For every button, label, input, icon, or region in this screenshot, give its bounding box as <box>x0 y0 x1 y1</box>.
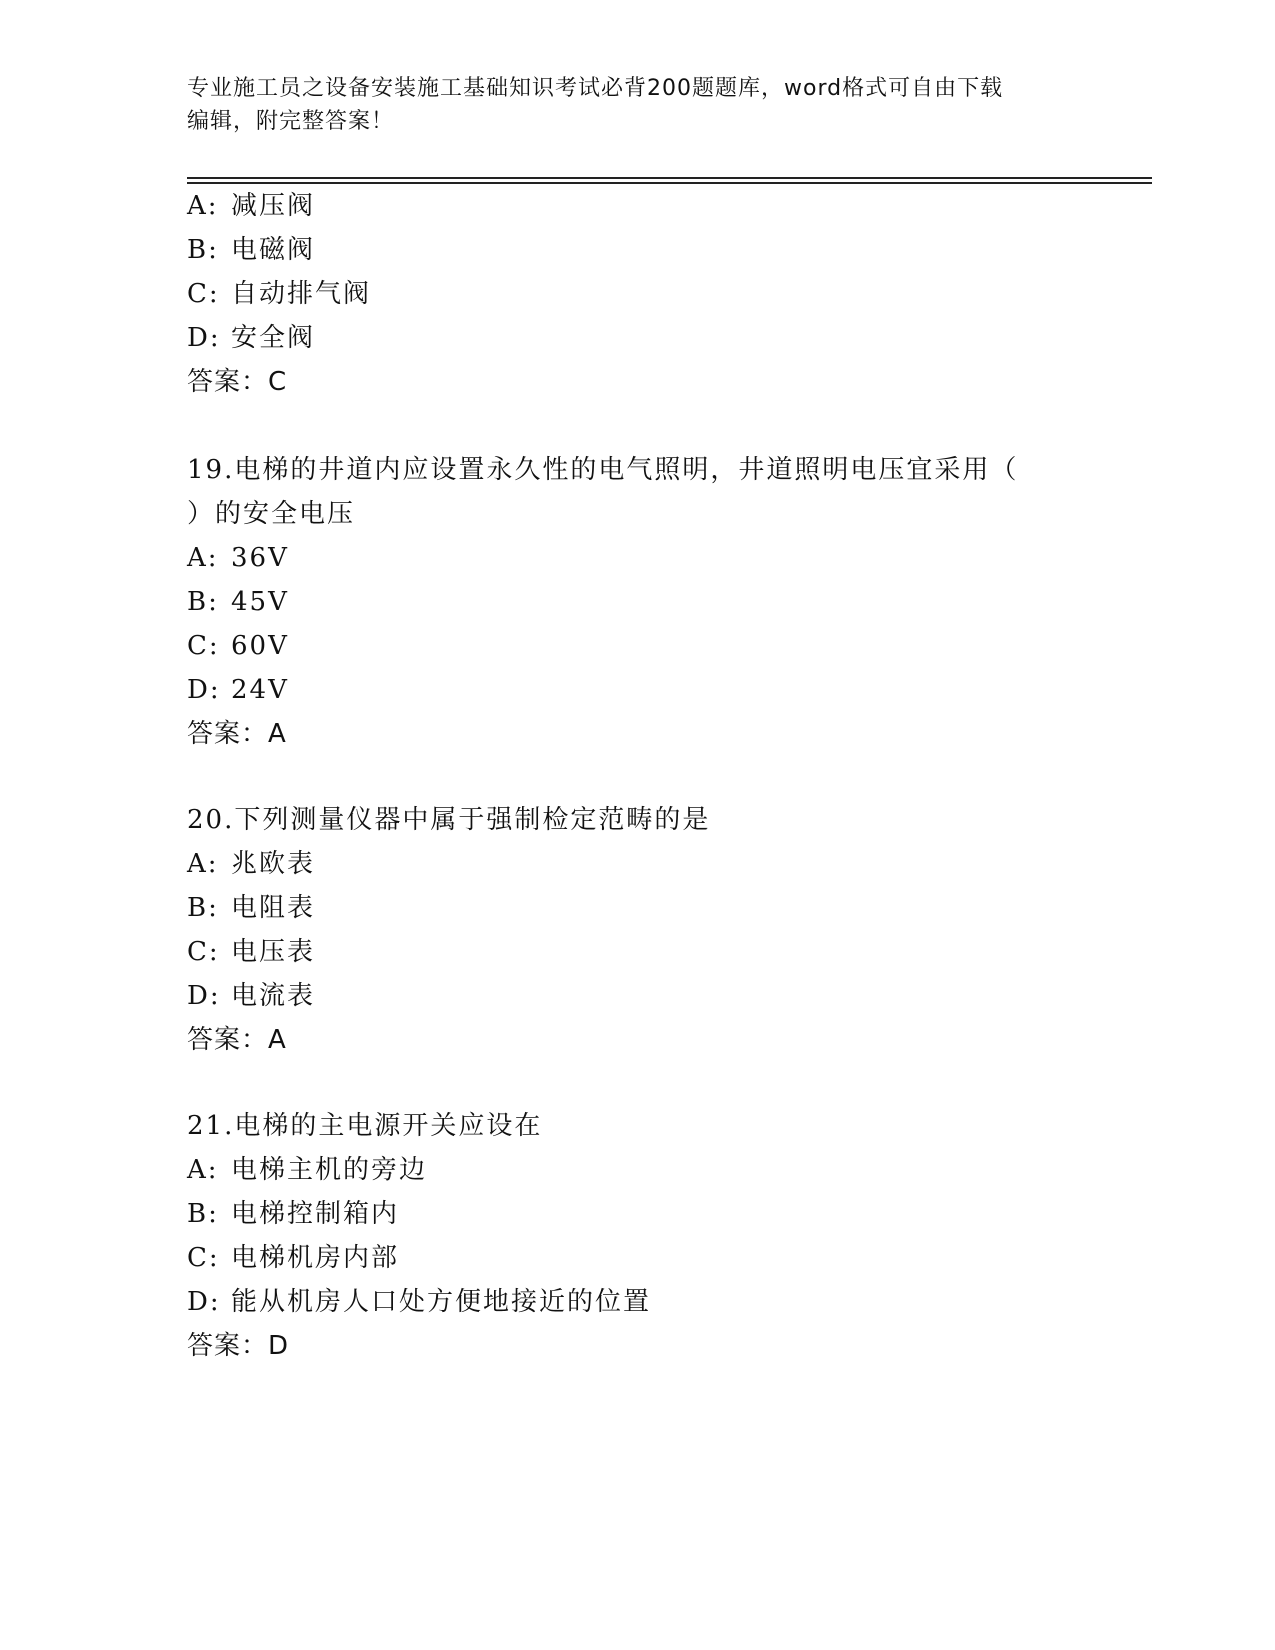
option-letter: C: <box>187 937 220 967</box>
option-text: 电梯控制箱内 <box>231 1199 400 1229</box>
header-title-line-1: 专业施工员之设备安装施工基础知识考试必背200题题库，word格式可自由下载 <box>187 76 1004 101</box>
question-text-continued: ）的安全电压 <box>187 499 356 529</box>
option-text: 安全阀 <box>231 323 316 353</box>
option-letter: B: <box>187 235 219 265</box>
answer-line: 答案：C <box>187 367 288 397</box>
option-text: 36V <box>231 543 289 573</box>
option-letter: A: <box>187 543 219 573</box>
option-row <box>187 670 289 710</box>
option-letter: D: <box>187 675 221 705</box>
option-row <box>187 1282 651 1322</box>
option-letter: D: <box>187 1287 221 1317</box>
answer-line: 答案：A <box>187 1025 287 1055</box>
option-row <box>187 976 315 1016</box>
option-letter: D: <box>187 323 221 353</box>
option-row <box>187 1238 399 1278</box>
option-row <box>187 230 315 270</box>
option-text: 电流表 <box>231 981 316 1011</box>
option-row <box>187 582 289 622</box>
option-text: 减压阀 <box>231 191 316 221</box>
option-letter: C: <box>187 279 220 309</box>
option-letter: B: <box>187 1199 219 1229</box>
option-text: 电梯机房内部 <box>231 1243 400 1273</box>
option-text: 24V <box>231 675 289 705</box>
option-text: 电压表 <box>231 937 316 967</box>
option-row <box>187 844 315 884</box>
question-text: 21.电梯的主电源开关应设在 <box>187 1111 543 1141</box>
document-header <box>187 72 1067 138</box>
option-row <box>187 626 289 666</box>
option-text: 兆欧表 <box>231 849 316 879</box>
option-text: 能从机房人口处方便地接近的位置 <box>231 1287 652 1317</box>
header-divider-top <box>187 177 1152 179</box>
header-divider-bottom <box>187 182 1152 184</box>
option-row <box>187 1150 427 1190</box>
option-text: 自动排气阀 <box>231 279 372 309</box>
question-text: 19.电梯的井道内应设置永久性的电气照明，井道照明电压宜采用（ <box>187 455 1019 485</box>
answer-line: 答案：D <box>187 1331 290 1361</box>
option-letter: D: <box>187 981 221 1011</box>
option-text: 60V <box>231 631 289 661</box>
option-letter: A: <box>187 849 219 879</box>
option-letter: B: <box>187 893 219 923</box>
option-row <box>187 186 315 226</box>
option-row <box>187 318 315 358</box>
header-title-line-2: 编辑，附完整答案！ <box>187 109 395 134</box>
option-text: 电梯主机的旁边 <box>231 1155 428 1185</box>
option-letter: A: <box>187 191 219 221</box>
option-letter: C: <box>187 1243 220 1273</box>
option-row <box>187 932 315 972</box>
question-text: 20.下列测量仪器中属于强制检定范畴的是 <box>187 805 711 835</box>
option-row <box>187 538 289 578</box>
option-letter: B: <box>187 587 219 617</box>
answer-line: 答案：A <box>187 719 287 749</box>
option-row <box>187 888 315 928</box>
option-letter: C: <box>187 631 220 661</box>
option-text: 45V <box>231 587 289 617</box>
option-row <box>187 274 371 314</box>
option-text: 电磁阀 <box>231 235 316 265</box>
option-row <box>187 1194 399 1234</box>
option-text: 电阻表 <box>231 893 316 923</box>
option-letter: A: <box>187 1155 219 1185</box>
